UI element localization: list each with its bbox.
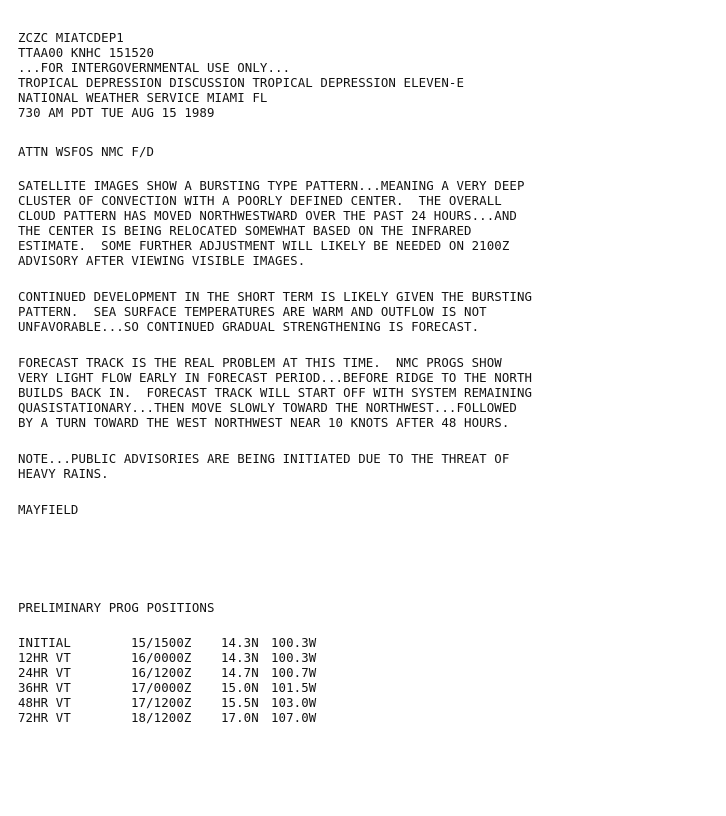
prog-label: 24HR VT bbox=[18, 665, 71, 680]
prog-lat: 17.0N bbox=[221, 710, 259, 725]
prog-time: 16/1200Z bbox=[131, 665, 192, 680]
prog-time: 17/1200Z bbox=[131, 695, 192, 710]
paragraph4-line: NOTE...PUBLIC ADVISORIES ARE BEING INITIATED DUE TO THE THREAT OF bbox=[18, 451, 510, 466]
paragraph1-line: ADVISORY AFTER VIEWING VISIBLE IMAGES. bbox=[18, 253, 306, 268]
prog-row-12hr bbox=[18, 650, 317, 666]
attn-line: ATTN WSFOS NMC F/D bbox=[18, 144, 155, 159]
prog-time: 17/0000Z bbox=[131, 680, 192, 695]
prog-label: INITIAL bbox=[18, 635, 71, 650]
paragraph1-line: CLUSTER OF CONVECTION WITH A POORLY DEFINED CENTER. THE OVERALL bbox=[18, 193, 502, 208]
prog-row-48hr bbox=[18, 695, 317, 711]
prog-positions-title: PRELIMINARY PROG POSITIONS bbox=[18, 600, 215, 615]
paragraph3-line: FORECAST TRACK IS THE REAL PROBLEM AT THIS TIME. NMC PROGS SHOW bbox=[18, 355, 502, 370]
prog-lon: 100.3W bbox=[271, 635, 317, 650]
prog-row-initial bbox=[18, 635, 317, 651]
prog-time: 16/0000Z bbox=[131, 650, 192, 665]
prog-lat: 14.3N bbox=[221, 650, 259, 665]
paragraph3-line: BY A TURN TOWARD THE WEST NORTHWEST NEAR 10 KNOTS AFTER 48 HOURS. bbox=[18, 415, 510, 430]
prog-row-72hr bbox=[18, 710, 317, 726]
paragraph4-line: HEAVY RAINS. bbox=[18, 466, 109, 481]
prog-lon: 101.5W bbox=[271, 680, 317, 695]
paragraph1-line: THE CENTER IS BEING RELOCATED SOMEWHAT BASED ON THE INFRARED bbox=[18, 223, 472, 238]
paragraph2-line: CONTINUED DEVELOPMENT IN THE SHORT TERM IS LIKELY GIVEN THE BURSTING bbox=[18, 289, 533, 304]
header-line-title: TROPICAL DEPRESSION DISCUSSION TROPICAL DEPRESSION ELEVEN-E bbox=[18, 75, 465, 90]
prog-lat: 14.3N bbox=[221, 635, 259, 650]
paragraph1-line: ESTIMATE. SOME FURTHER ADJUSTMENT WILL LIKELY BE NEEDED ON 2100Z bbox=[18, 238, 510, 253]
paragraph2-line: UNFAVORABLE...SO CONTINUED GRADUAL STRENGTHENING IS FORECAST. bbox=[18, 319, 480, 334]
prog-lon: 100.3W bbox=[271, 650, 317, 665]
header-line-awips: TTAA00 KNHC 151520 bbox=[18, 45, 155, 60]
paragraph3-line: QUASISTATIONARY...THEN MOVE SLOWLY TOWARD THE NORTHWEST...FOLLOWED bbox=[18, 400, 517, 415]
paragraph3-line: VERY LIGHT FLOW EARLY IN FORECAST PERIOD...BEFORE RIDGE TO THE NORTH bbox=[18, 370, 533, 385]
header-line-routing: ZCZC MIATCDEP1 bbox=[18, 30, 124, 45]
header-line-usage: ...FOR INTERGOVERNMENTAL USE ONLY... bbox=[18, 60, 291, 75]
prog-lon: 107.0W bbox=[271, 710, 317, 725]
prog-lat: 15.5N bbox=[221, 695, 259, 710]
paragraph3-line: BUILDS BACK IN. FORECAST TRACK WILL START OFF WITH SYSTEM REMAINING bbox=[18, 385, 533, 400]
forecaster-signature: MAYFIELD bbox=[18, 502, 79, 517]
header-line-office: NATIONAL WEATHER SERVICE MIAMI FL bbox=[18, 90, 268, 105]
prog-time: 15/1500Z bbox=[131, 635, 192, 650]
prog-label: 12HR VT bbox=[18, 650, 71, 665]
prog-lat: 14.7N bbox=[221, 665, 259, 680]
prog-lon: 103.0W bbox=[271, 695, 317, 710]
paragraph1-line: SATELLITE IMAGES SHOW A BURSTING TYPE PATTERN...MEANING A VERY DEEP bbox=[18, 178, 525, 193]
paragraph1-line: CLOUD PATTERN HAS MOVED NORTHWESTWARD OVER THE PAST 24 HOURS...AND bbox=[18, 208, 517, 223]
prog-label: 36HR VT bbox=[18, 680, 71, 695]
prog-label: 48HR VT bbox=[18, 695, 71, 710]
prog-lon: 100.7W bbox=[271, 665, 317, 680]
prog-time: 18/1200Z bbox=[131, 710, 192, 725]
paragraph2-line: PATTERN. SEA SURFACE TEMPERATURES ARE WARM AND OUTFLOW IS NOT bbox=[18, 304, 487, 319]
prog-lat: 15.0N bbox=[221, 680, 259, 695]
prog-row-36hr bbox=[18, 680, 317, 696]
header-line-datetime: 730 AM PDT TUE AUG 15 1989 bbox=[18, 105, 215, 120]
prog-label: 72HR VT bbox=[18, 710, 71, 725]
prog-row-24hr bbox=[18, 665, 317, 681]
